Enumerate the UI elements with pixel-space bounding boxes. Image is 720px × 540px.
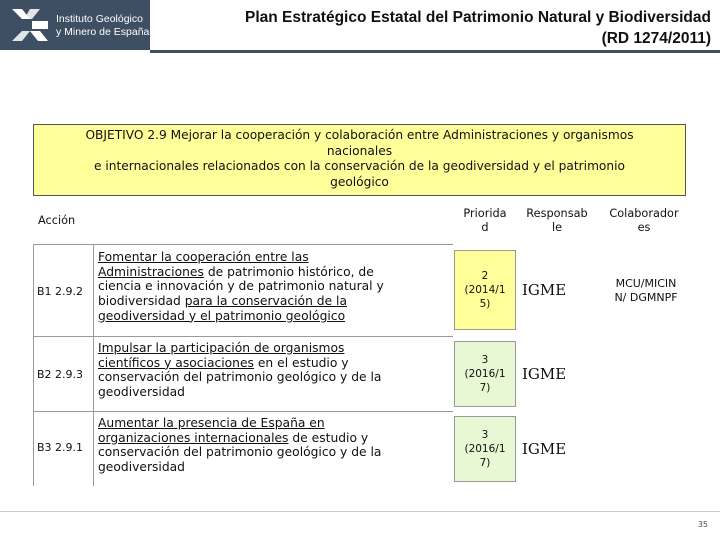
row-1-desc-t2: de patrimonio histórico, de — [203, 264, 374, 279]
page-title — [151, 7, 711, 49]
row-divider — [33, 244, 453, 245]
row-1-desc-u4: para la conservación de la — [184, 294, 348, 309]
row-2-desc-t2: en el estudio y — [253, 355, 349, 370]
row-3-prio-2: (2016/1 — [464, 443, 506, 455]
row-2-desc-t4: geodiversidad — [98, 385, 185, 400]
row-1-collab-2: N/ DGMNPF — [614, 291, 678, 304]
row-2-priority — [454, 341, 516, 407]
row-1-prio-2: (2014/1 — [464, 284, 506, 296]
header-divider — [150, 50, 720, 53]
objective-line-3: e internacionales relacionados con la conservación de la geodiversidad y el patrimonio — [94, 159, 625, 173]
header-colaboradores-line-2: es — [637, 221, 651, 234]
row-1-desc-u5: geodiversidad y el patrimonio geológico — [98, 308, 346, 323]
objective-line-1: OBJETIVO 2.9 Mejorar la cooperación y colaboración entre Administraciones y organismos — [85, 128, 634, 142]
logo-text — [56, 13, 149, 39]
column-divider — [93, 244, 94, 486]
igme-logo — [0, 0, 150, 50]
header-colaboradores — [598, 207, 690, 235]
objective-line-2: nacionales — [326, 143, 393, 158]
row-3-desc-t2: de estudio y — [288, 430, 369, 445]
title-line-1: Plan Estratégico Estatal del Patrimonio Natural y Biodiversidad — [245, 9, 711, 26]
row-2-desc-u1: Impulsar la participación de organismos — [98, 341, 345, 355]
row-1-description — [98, 250, 433, 324]
row-3-desc-u1: Aumentar la presencia de España en — [98, 416, 325, 430]
row-3-desc-t3: conservación del patrimonio geológico y de la — [98, 445, 382, 460]
row-3-code: B3 2.9.1 — [37, 441, 84, 454]
column-divider — [33, 244, 34, 486]
row-1-desc-u1: Fomentar la cooperación entre las — [98, 250, 309, 264]
row-1-desc-t4: biodiversidad — [98, 294, 185, 309]
row-2-prio-3: 7) — [479, 382, 491, 394]
row-1-code: B1 2.9.2 — [37, 285, 84, 298]
row-3-priority — [454, 416, 516, 482]
row-2-prio-2: (2016/1 — [464, 368, 506, 380]
row-2-desc-t3: conservación del patrimonio geológico y de la — [98, 370, 382, 385]
row-1-responsible: IGME — [522, 281, 567, 299]
row-1-prio-3: 5) — [479, 298, 491, 310]
row-3-responsible: IGME — [522, 440, 567, 458]
row-2-desc-u2: científicos y asociaciones — [98, 355, 254, 370]
row-3-prio-1: 3 — [481, 429, 489, 441]
row-divider — [33, 411, 453, 412]
row-3-prio-3: 7) — [479, 457, 491, 469]
header-prioridad-line-2: d — [481, 221, 489, 234]
header-colaboradores-line-1: Colaborador — [609, 207, 679, 220]
objective-line-4: geológico — [330, 174, 389, 189]
row-2-responsible: IGME — [522, 365, 567, 383]
row-1-collaborators — [597, 277, 695, 305]
row-1-desc-t3: ciencia e innovación y de patrimonio natural y — [98, 279, 384, 294]
header-responsable-line-1: Responsab — [526, 207, 588, 220]
row-2-description — [98, 341, 433, 400]
row-1-prio-1: 2 — [481, 270, 489, 282]
page-number: 35 — [697, 520, 708, 529]
objective-box — [33, 124, 686, 196]
header-responsable-line-2: le — [551, 221, 563, 234]
row-3-description — [98, 416, 433, 475]
row-3-desc-u2: organizaciones internacionales — [98, 430, 289, 445]
logo-line-2: y Minero de España — [56, 26, 150, 38]
header-responsable — [520, 207, 594, 235]
row-1-collab-1: MCU/MICIN — [615, 277, 677, 290]
row-divider — [33, 336, 453, 337]
row-3-desc-t4: geodiversidad — [98, 460, 185, 475]
footer-divider — [0, 511, 720, 512]
row-2-prio-1: 3 — [481, 354, 489, 366]
header-accion: Acción — [38, 214, 76, 227]
row-1-priority — [454, 250, 516, 330]
header-prioridad — [452, 207, 518, 235]
igme-logo-mark-icon — [12, 9, 48, 41]
title-line-2: (RD 1274/2011) — [601, 30, 711, 47]
logo-line-1: Instituto Geológico — [56, 13, 143, 25]
slide-header — [0, 0, 720, 60]
row-1-desc-u2: Administraciones — [98, 264, 204, 279]
row-2-code: B2 2.9.3 — [37, 368, 84, 381]
header-prioridad-line-1: Priorida — [463, 207, 507, 220]
